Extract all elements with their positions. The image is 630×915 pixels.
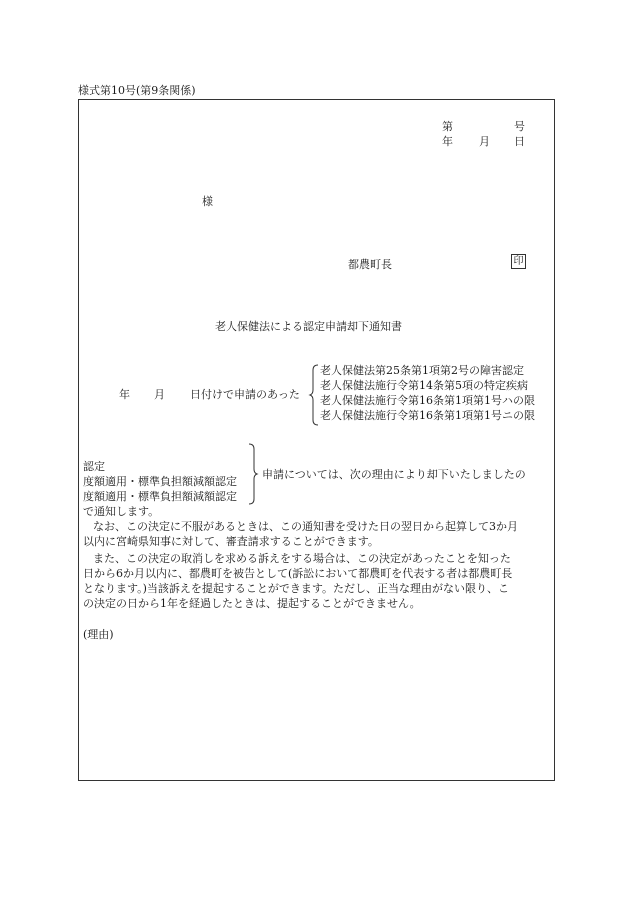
option-item: 老人保健法第25条第1項第2号の障害認定 [320, 364, 524, 377]
options-left-brace [310, 364, 320, 426]
lawsuit-paragraph-line: また、この決定の取消しを求める訴えをする場合は、この決定があったことを知った [93, 552, 511, 565]
form-number-label: 様式第10号(第9条関係) [78, 84, 196, 97]
option-item: 老人保健法施行令第14条第5項の特定疾病 [320, 379, 528, 392]
application-date-year: 年 [119, 388, 130, 401]
document-title: 老人保健法による認定申請却下通知書 [215, 320, 402, 333]
issue-date-day: 日 [514, 135, 525, 148]
certification-item: 度額適用・標準負担額減額認定 [83, 490, 237, 503]
sender-title: 都農町長 [348, 258, 392, 271]
closing-text: で通知します。 [83, 505, 160, 518]
option-item: 老人保健法施行令第16条第1項第1号ハの限 [320, 394, 535, 407]
certification-item: 認定 [83, 460, 105, 473]
certifications-right-brace [248, 443, 258, 505]
doc-number-suffix: 号 [514, 120, 525, 133]
issue-date-year: 年 [442, 135, 453, 148]
lawsuit-paragraph-line: 日から6か月以内に、都農町を被告として(訴訟において都農町を代表する者は都農町長 [83, 567, 513, 580]
issue-date-month: 月 [479, 135, 490, 148]
appeal-paragraph-line: なお、この決定に不服があるときは、この通知書を受けた日の翌日から起算して3か月 [93, 520, 518, 533]
option-item: 老人保健法施行令第16条第1項第1号ニの限 [320, 409, 535, 422]
application-date-month: 月 [154, 388, 165, 401]
application-date-lead: 日付けで申請のあった [190, 388, 300, 401]
seal-mark: 印 [511, 254, 526, 269]
certification-item: 度額適用・標準負担額減額認定 [83, 475, 237, 488]
rejection-lead-text: 申請については、次の理由により却下いたしましたの [262, 468, 526, 481]
lawsuit-paragraph-line: の決定の日から1年を経過したときは、提起することができません。 [83, 597, 421, 610]
lawsuit-paragraph-line: となります。)当該訴えを提起することができます。ただし、正当な理由がない限り、こ [83, 582, 510, 595]
notice-frame [78, 99, 555, 781]
doc-number-prefix: 第 [442, 120, 453, 133]
appeal-paragraph-line: 以内に宮崎県知事に対して、審査請求することができます。 [83, 535, 379, 548]
reason-label: (理由) [83, 628, 114, 641]
addressee-honorific: 様 [202, 195, 213, 208]
